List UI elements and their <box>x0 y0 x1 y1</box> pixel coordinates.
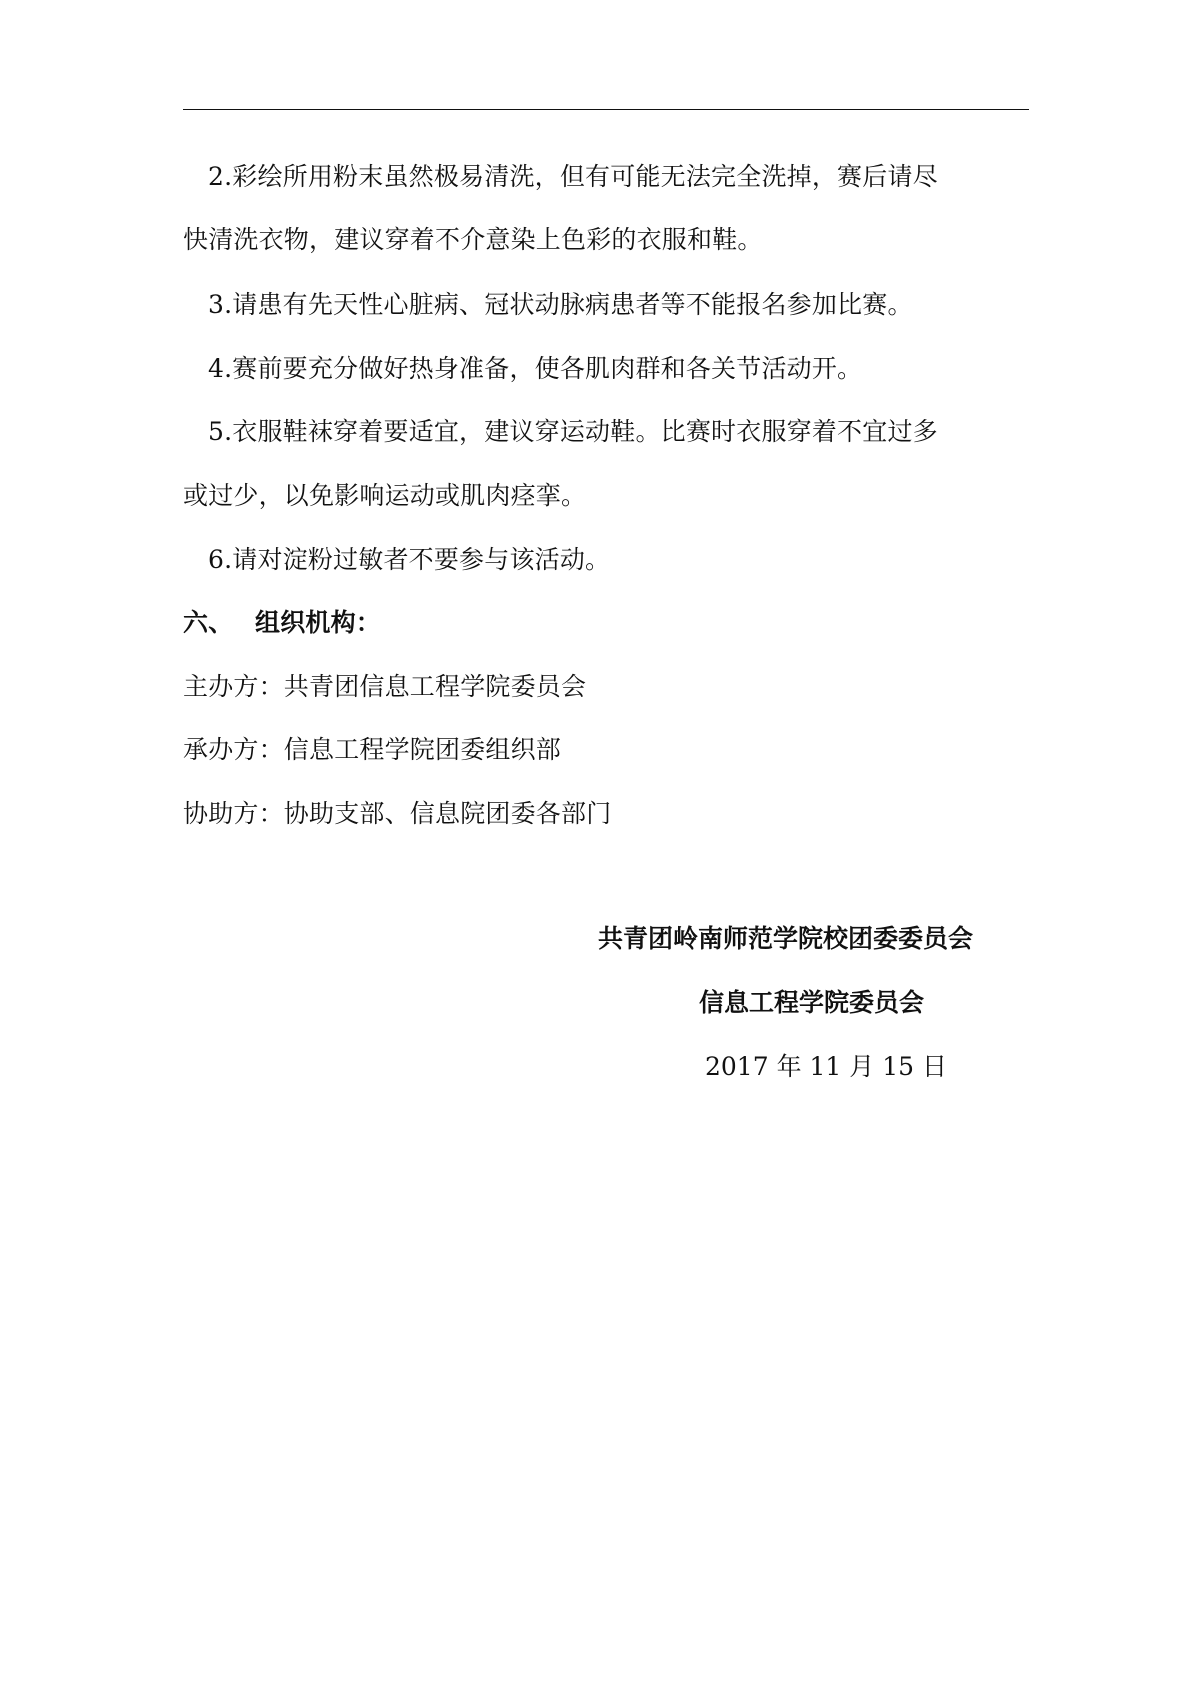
organizer-line: 承办方：信息工程学院团委组织部 <box>183 735 562 764</box>
signature-line-2: 信息工程学院委员会 <box>699 988 925 1017</box>
note-item-6: 6.请对淀粉过敏者不要参与该活动。 <box>208 545 611 574</box>
note-item-4: 4.赛前要充分做好热身准备，使各肌肉群和各关节活动开。 <box>208 354 863 383</box>
section-number: 六、 <box>183 608 234 637</box>
assistant-line: 协助方：协助支部、信息院团委各部门 <box>183 799 612 828</box>
note-item-2-line-1: 2.彩绘所用粉末虽然极易清洗，但有可能无法完全洗掉，赛后请尽 <box>208 162 938 191</box>
signature-date: 2017 年 11 月 15 日 <box>705 1052 947 1081</box>
header-rule <box>183 109 1029 110</box>
note-item-5-line-1: 5.衣服鞋袜穿着要适宜，建议穿运动鞋。比赛时衣服穿着不宜过多 <box>208 417 938 446</box>
host-line: 主办方：共青团信息工程学院委员会 <box>183 672 587 701</box>
section-heading-organization <box>183 606 1029 640</box>
note-item-3: 3.请患有先天性心脏病、冠状动脉病患者等不能报名参加比赛。 <box>208 290 913 319</box>
section-title: 组织机构： <box>255 608 382 637</box>
note-item-2-line-2: 快清洗衣物，建议穿着不介意染上色彩的衣服和鞋。 <box>183 225 763 254</box>
signature-line-1: 共青团岭南师范学院校团委委员会 <box>598 924 974 953</box>
note-item-5-line-2: 或过少，以免影响运动或肌肉痉挛。 <box>183 481 587 510</box>
